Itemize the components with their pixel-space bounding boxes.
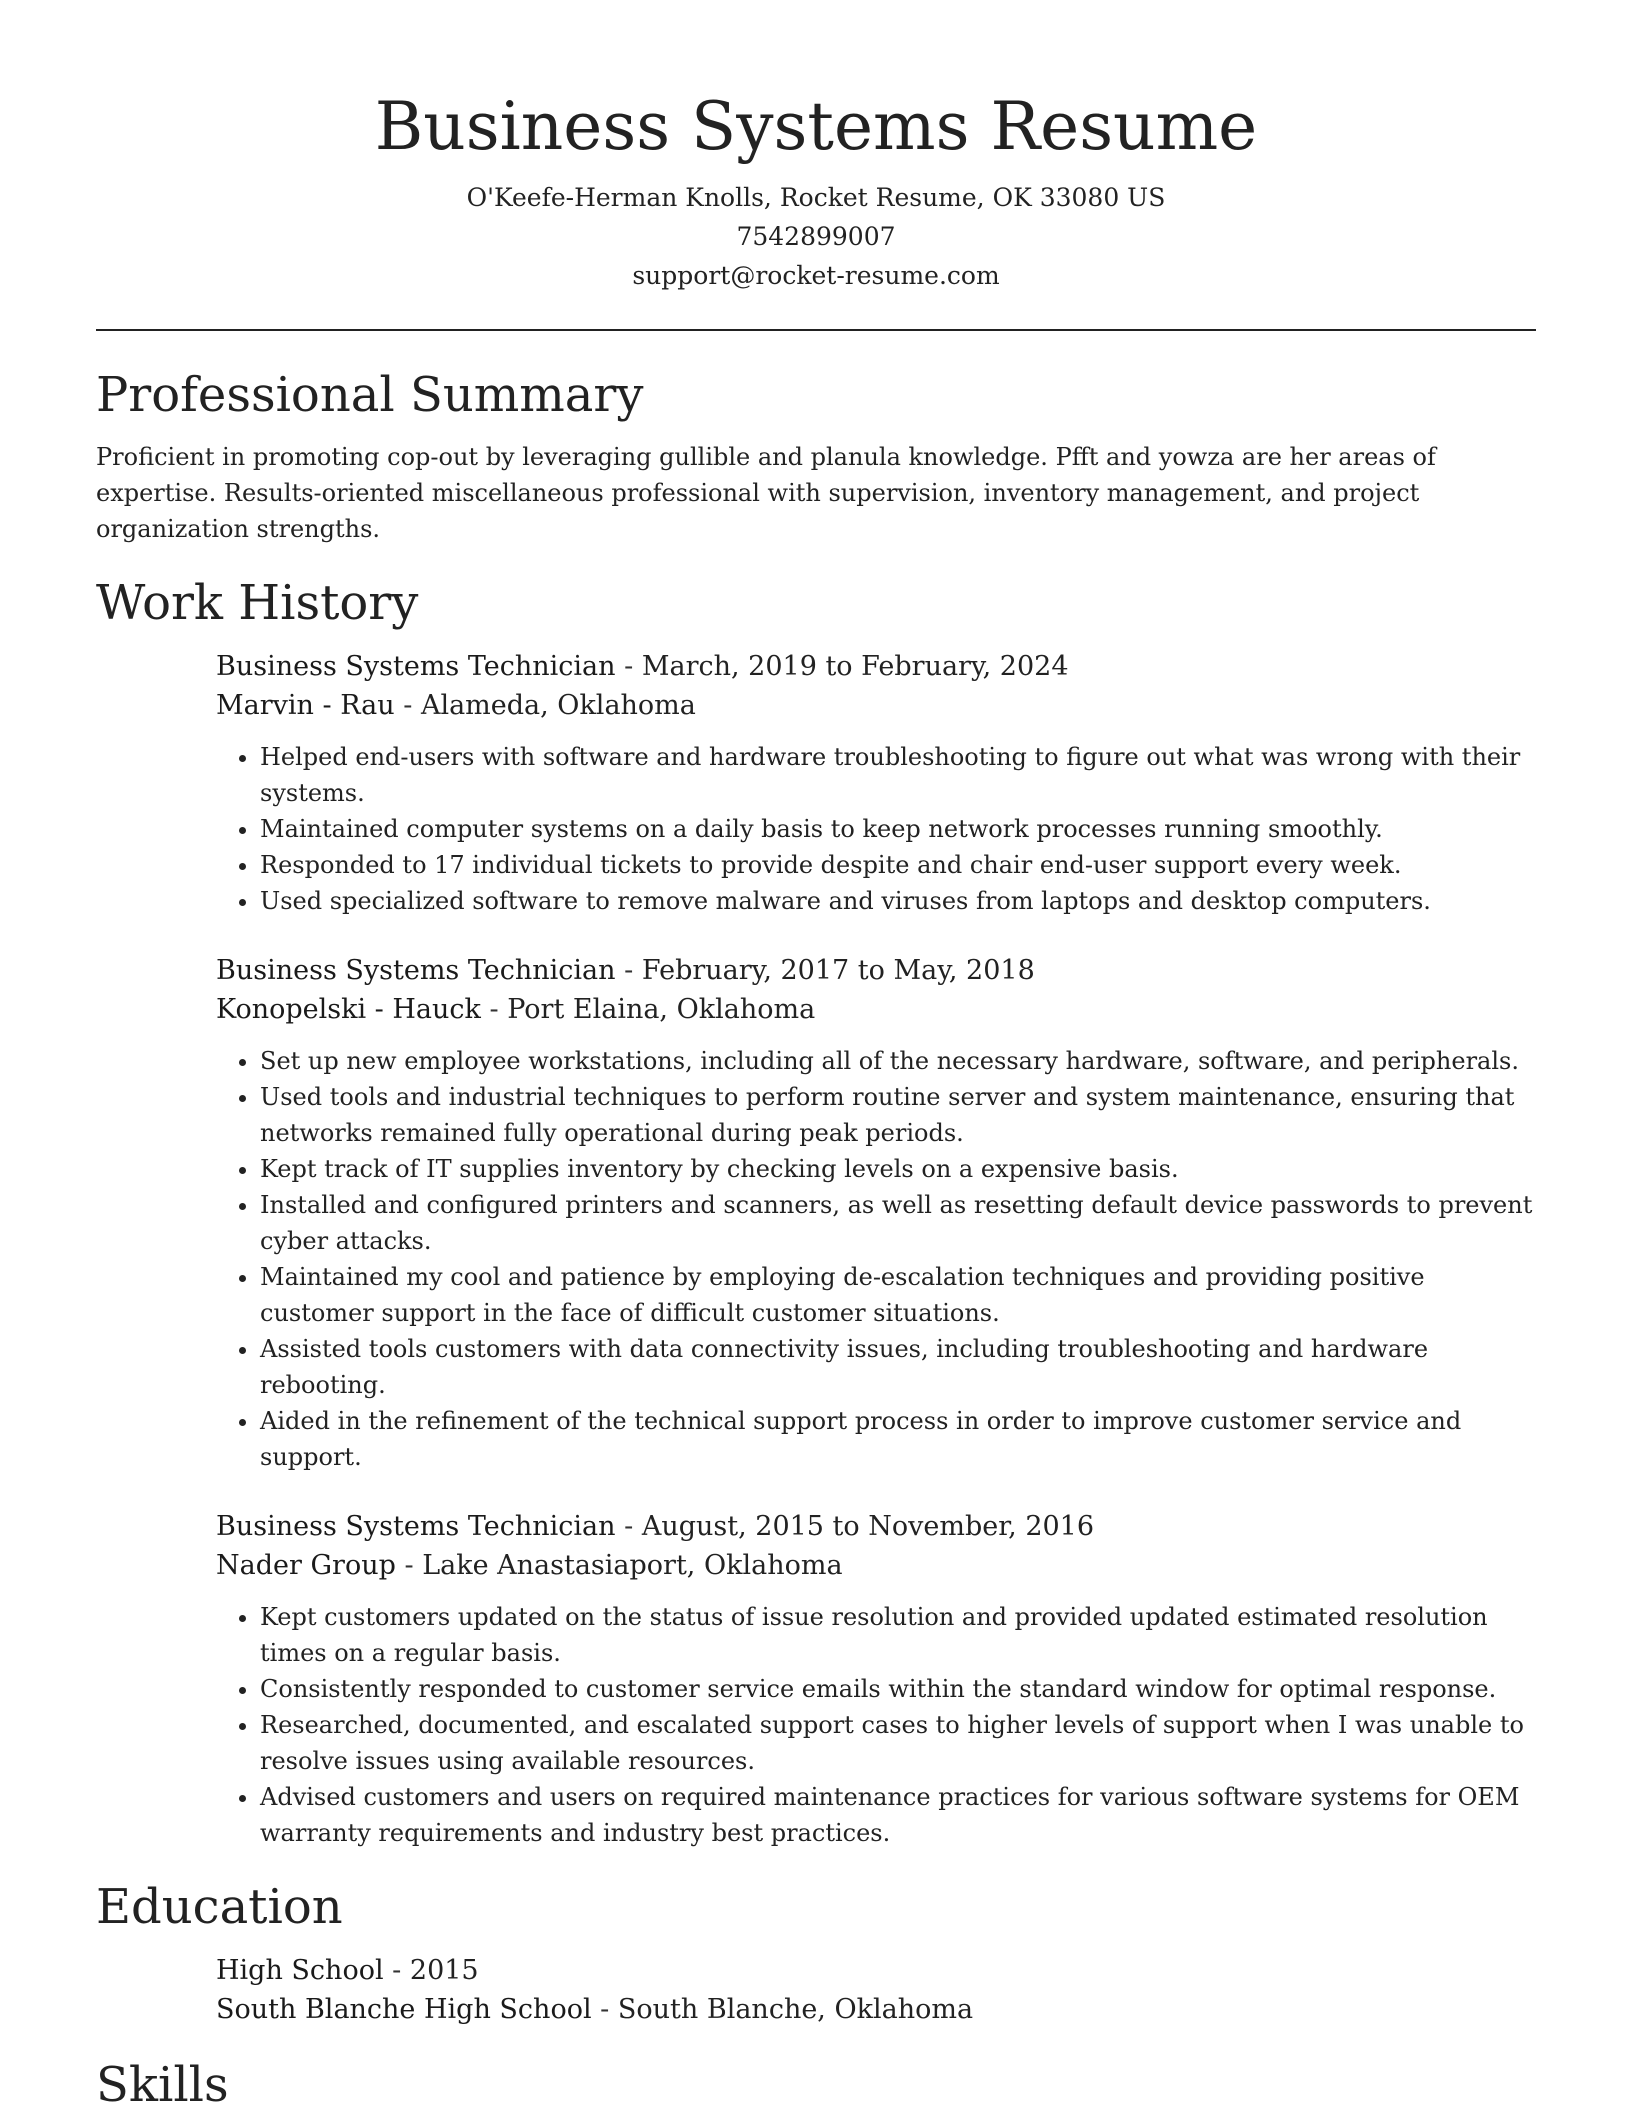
dash-separator: - — [615, 955, 642, 986]
duty-item: • Maintained my cool and patience by employing de-escalation techniques and providing positive customer support in the face of difficult customer situations. — [260, 1259, 1536, 1331]
duty-item: • Helped end-users with software and hardware troubleshooting to figure out what was wrong with their systems. — [260, 739, 1536, 811]
duty-item: • Researched, documented, and escalated support cases to higher levels of support when I was unable to resolve issues using available resources. — [260, 1707, 1536, 1779]
resume-header — [96, 0, 1536, 295]
dash-separator: - — [383, 1955, 410, 1986]
summary-section — [96, 365, 1536, 547]
job-location: Alameda, Oklahoma — [420, 690, 696, 721]
work-history-section — [96, 573, 1536, 1851]
duty-list — [216, 1599, 1536, 1851]
duty-item: • Used specialized software to remove malware and viruses from laptops and desktop computers. — [260, 883, 1536, 919]
education-entry — [216, 1951, 1536, 2029]
dash-separator: - — [615, 651, 642, 682]
job-employer-line — [216, 686, 1536, 725]
job-title-line — [216, 951, 1536, 990]
dash-separator: - — [394, 690, 421, 721]
duty-item: • Consistently responded to customer service emails within the standard window for optimal response. — [260, 1671, 1536, 1707]
job-entry — [216, 951, 1536, 1475]
job-position: Business Systems Technician — [216, 955, 616, 986]
duty-item: • Set up new employee workstations, including all of the necessary hardware, software, and peripherals. — [260, 1043, 1536, 1079]
duty-item: • Assisted tools customers with data connectivity issues, including troubleshooting and hardware rebooting. — [260, 1331, 1536, 1403]
education-degree: High School — [216, 1955, 384, 1986]
job-location: Port Elaina, Oklahoma — [507, 994, 816, 1025]
duty-list — [216, 739, 1536, 919]
job-position: Business Systems Technician — [216, 651, 616, 682]
education-year: 2015 — [409, 1955, 479, 1986]
duty-item: • Aided in the refinement of the technical support process in order to improve customer service and support. — [260, 1403, 1536, 1475]
duty-item: • Used tools and industrial techniques to perform routine server and system maintenance, ensuring that networks remained fully operational during peak periods. — [260, 1079, 1536, 1151]
skills-heading: Skills — [96, 2057, 229, 2113]
skills-section — [96, 2055, 1536, 2115]
job-dates: February, 2017 to May, 2018 — [641, 955, 1035, 986]
duty-item: • Kept customers updated on the status of issue resolution and provided updated estimated resolution times on a regular basis. — [260, 1599, 1536, 1671]
job-employer-line — [216, 990, 1536, 1029]
dash-separator: - — [480, 994, 508, 1025]
summary-heading: Professional Summary — [96, 367, 644, 423]
job-company: Konopelski - Hauck — [216, 994, 481, 1025]
education-school: South Blanche High School — [216, 1994, 592, 2025]
work-history-heading: Work History — [96, 575, 419, 631]
duty-list — [216, 1043, 1536, 1475]
duty-item: • Maintained computer systems on a daily basis to keep network processes running smoothly. — [260, 811, 1536, 847]
duty-item: • Advised customers and users on required maintenance practices for various software systems for OEM warranty requirements and industry best practices. — [260, 1779, 1536, 1851]
job-entry — [216, 647, 1536, 919]
job-dates: August, 2015 to November, 2016 — [641, 1511, 1095, 1542]
job-company: Marvin - Rau — [216, 690, 395, 721]
job-company: Nader Group — [216, 1550, 396, 1581]
education-location: South Blanche, Oklahoma — [617, 1994, 974, 2025]
education-school-line — [216, 1990, 1536, 2029]
education-section — [96, 1877, 1536, 2029]
contact-phone: 7542899007 — [736, 222, 896, 251]
education-heading: Education — [96, 1879, 343, 1935]
job-title-line — [216, 647, 1536, 686]
dash-separator: - — [591, 1994, 618, 2025]
job-title-line — [216, 1507, 1536, 1546]
summary-text: Proficient in promoting cop-out by leveraging gullible and planula knowledge. Pfft and yowza are her areas of expertise. Results-oriented miscellaneous professional with supervision, inventory management, and project organization strengths. — [96, 443, 1436, 543]
duty-item: • Kept track of IT supplies inventory by checking levels on a expensive basis. — [260, 1151, 1536, 1187]
dash-separator: - — [615, 1511, 642, 1542]
job-position: Business Systems Technician — [216, 1511, 616, 1542]
contact-email: support@rocket-resume.com — [632, 261, 1000, 290]
job-dates: March, 2019 to February, 2024 — [641, 651, 1069, 682]
header-divider — [96, 329, 1536, 331]
job-location: Lake Anastasiaport, Oklahoma — [422, 1550, 843, 1581]
education-degree-line — [216, 1951, 1536, 1990]
contact-block — [96, 178, 1536, 295]
job-employer-line — [216, 1546, 1536, 1585]
resume-title: Business Systems Resume — [374, 88, 1258, 165]
job-entry — [216, 1507, 1536, 1851]
duty-item: • Responded to 17 individual tickets to provide despite and chair end-user support every week. — [260, 847, 1536, 883]
duty-item: • Installed and configured printers and scanners, as well as resetting default device passwords to prevent cyber attacks. — [260, 1187, 1536, 1259]
dash-separator: - — [395, 1550, 423, 1581]
contact-address: O'Keefe-Herman Knolls, Rocket Resume, OK 33080 US — [466, 183, 1166, 212]
